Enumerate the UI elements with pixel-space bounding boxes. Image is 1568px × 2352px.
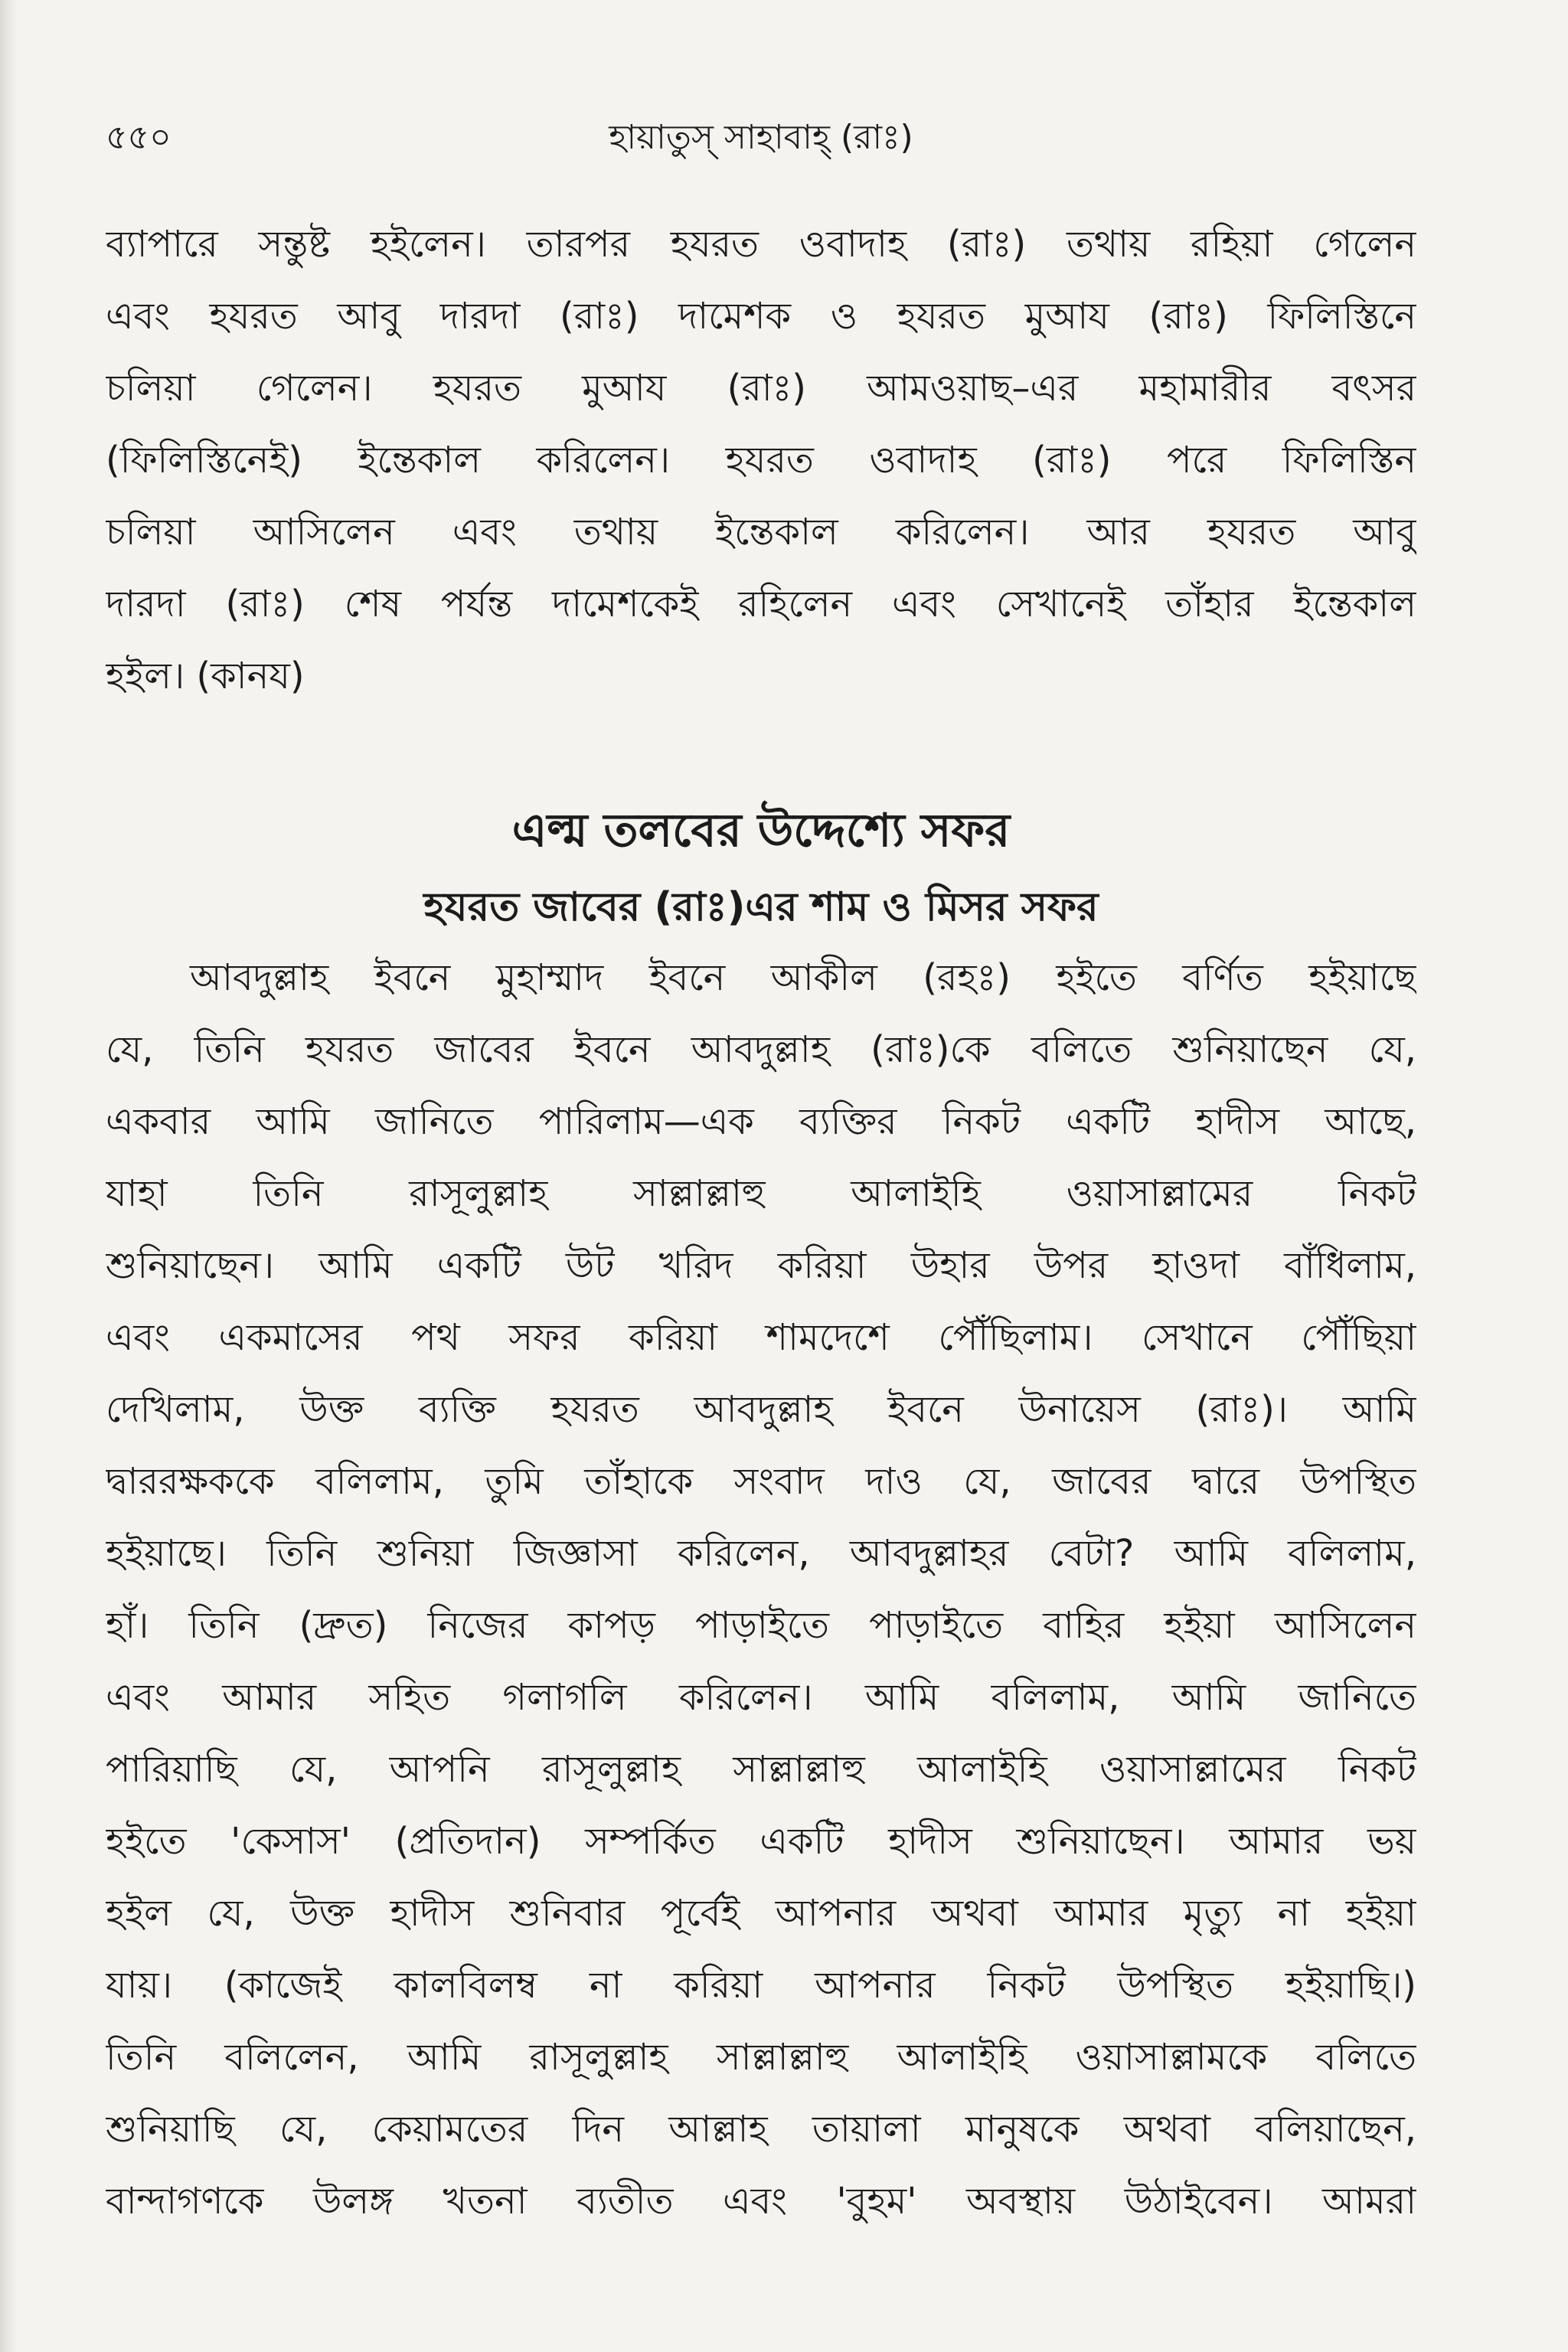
- text-line: (ফিলিস্তিনেই) ইন্তেকাল করিলেন। হযরত ওবাদাহ (রাঃ) পরে ফিলিস্তিন: [106, 439, 1416, 482]
- text-line: চলিয়া আসিলেন এবং তথায় ইন্তেকাল করিলেন। আর হযরত আবু: [106, 511, 1416, 554]
- text-line: হইল। (কানয): [106, 655, 305, 697]
- text-line: হাঁ। তিনি (দ্রুত) নিজের কাপড় পাড়াইতে পাড়াইতে বাহির হইয়া আসিলেন: [106, 1604, 1416, 1647]
- text-line: দেখিলাম, উক্ত ব্যক্তি হযরত আবদুল্লাহ ইবনে উনায়েস (রাঃ)। আমি: [106, 1388, 1416, 1431]
- text-line: এবং আমার সহিত গলাগলি করিলেন। আমি বলিলাম, আমি জানিতে: [106, 1676, 1416, 1719]
- text-line: দারদা (রাঃ) শেষ পর্যন্ত দামেশকেই রহিলেন এবং সেখানেই তাঁহার ইন্তেকাল: [106, 583, 1416, 626]
- text-line: তিনি বলিলেন, আমি রাসূলুল্লাহ সাল্লাল্লাহু আলাইহি ওয়াসাল্লামকে বলিতে: [106, 2036, 1416, 2079]
- text-line: আবদুল্লাহ ইবনে মুহাম্মাদ ইবনে আকীল (রহঃ) হইতে বর্ণিত হইয়াছে: [190, 956, 1416, 999]
- section-subtitle: হযরত জাবের (রাঃ)এর শাম ও মিসর সফর: [423, 884, 1099, 930]
- text-line: এবং একমাসের পথ সফর করিয়া শামদেশে পৌঁছিলাম। সেখানে পৌঁছিয়া: [106, 1316, 1416, 1359]
- text-line: একবার আমি জানিতে পারিলাম—এক ব্যক্তির নিকট একটি হাদীস আছে,: [106, 1100, 1416, 1143]
- text-line: বান্দাগণকে উলঙ্গ খতনা ব্যতীত এবং 'বুহম' অবস্থায় উঠাইবেন। আমরা: [106, 2180, 1416, 2223]
- text-line: হইতে 'কেসাস' (প্রতিদান) সম্পর্কিত একটি হাদীস শুনিয়াছেন। আমার ভয়: [106, 1820, 1416, 1863]
- text-line: শুনিয়াছেন। আমি একটি উট খরিদ করিয়া উহার উপর হাওদা বাঁধিলাম,: [106, 1244, 1416, 1287]
- text-line: দ্বাররক্ষককে বলিলাম, তুমি তাঁহাকে সংবাদ দাও যে, জাবের দ্বারে উপস্থিত: [106, 1460, 1416, 1503]
- page-number: ৫৫০: [106, 118, 172, 157]
- text-line: শুনিয়াছি যে, কেয়ামতের দিন আল্লাহ তায়ালা মানুষকে অথবা বলিয়াছেন,: [106, 2108, 1416, 2151]
- paragraph-2: [106, 942, 1416, 2237]
- text-line: হইয়াছে। তিনি শুনিয়া জিজ্ঞাসা করিলেন, আবদুল্লাহর বেটা? আমি বলিলাম,: [106, 1532, 1416, 1575]
- text-line: এবং হযরত আবু দারদা (রাঃ) দামেশক ও হযরত মুআয (রাঃ) ফিলিস্তিনে: [106, 295, 1416, 338]
- page-header: [106, 115, 1416, 168]
- text-line: পারিয়াছি যে, আপনি রাসূলুল্লাহ সাল্লাল্লাহু আলাইহি ওয়াসাল্লামের নিকট: [106, 1748, 1416, 1791]
- text-line: যে, তিনি হযরত জাবের ইবনে আবদুল্লাহ (রাঃ)কে বলিতে শুনিয়াছেন যে,: [106, 1028, 1416, 1071]
- running-title: হায়াতুস্ সাহাবাহ্ (রাঃ): [609, 118, 913, 157]
- text-line: চলিয়া গেলেন। হযরত মুআয (রাঃ) আমওয়াছ–এর মহামারীর বৎসর: [106, 367, 1416, 410]
- text-line: হইল যে, উক্ত হাদীস শুনিবার পূর্বেই আপনার অথবা আমার মৃত্যু না হইয়া: [106, 1892, 1416, 1935]
- section-title: এল্ম তলবের উদ্দেশ্যে সফর: [511, 804, 1011, 858]
- paragraph-1: [106, 208, 1416, 712]
- text-line: যায়। (কাজেই কালবিলম্ব না করিয়া আপনার নিকট উপস্থিত হইয়াছি।): [106, 1964, 1416, 2007]
- page-edge-shadow: [0, 0, 17, 2352]
- text-line: ব্যাপারে সন্তুষ্ট হইলেন। তারপর হযরত ওবাদাহ (রাঃ) তথায় রহিয়া গেলেন: [106, 223, 1416, 266]
- text-line: যাহা তিনি রাসূলুল্লাহ সাল্লাল্লাহু আলাইহি ওয়াসাল্লামের নিকট: [106, 1172, 1416, 1215]
